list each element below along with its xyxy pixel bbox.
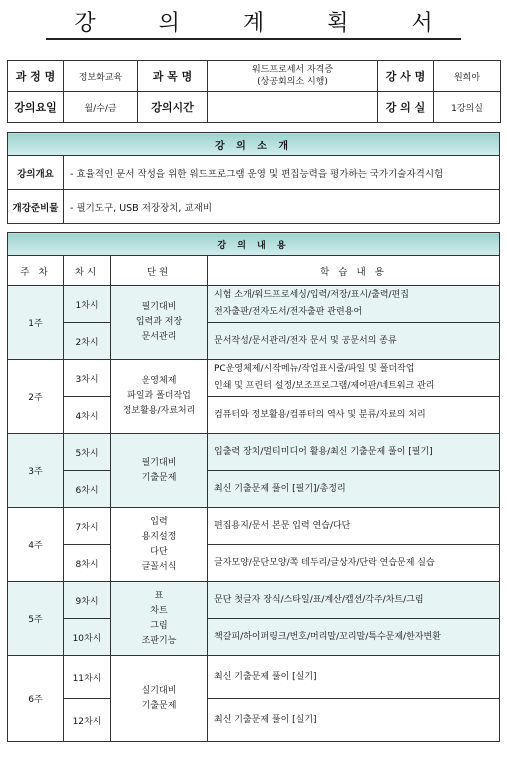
unit-line: 입력과 저장: [135, 317, 183, 327]
week-cell: 5주: [8, 582, 64, 656]
prep-text: - 필기도구, USB 저장장치, 교재비: [64, 190, 500, 224]
schedule-row: [8, 434, 500, 471]
unit-cell: [111, 360, 208, 434]
session-cell: 3차시: [64, 360, 111, 397]
week-cell: 3주: [8, 434, 64, 508]
unit-line: 문서관리: [141, 332, 177, 342]
course-info-table: [7, 60, 501, 123]
content-line: 최신 기출문제 풀이 [실기]: [214, 714, 317, 725]
session-cell: 8차시: [64, 545, 111, 582]
days-label: 강의요일: [8, 92, 64, 123]
schedule-row: [8, 545, 500, 582]
content-line: 글자모양/문단모양/쪽 테두리/글상자/단락 연습문제 실습: [214, 557, 435, 568]
unit-line: 용지설정: [141, 531, 177, 542]
session-cell: 12차시: [64, 699, 111, 742]
time-label: 강의시간: [138, 92, 208, 123]
title-text: 강 의 계 획 서: [46, 11, 460, 40]
session-cell: 11차시: [64, 656, 111, 699]
schedule-row: [8, 619, 500, 656]
content-cell: [208, 286, 500, 323]
content-cell: [208, 619, 500, 656]
content-cell: [208, 397, 500, 434]
content-line: 문단 첫글자 장식/스타일/표/계산/캡션/각주/차트/그림: [214, 594, 424, 605]
subject-value: [208, 61, 378, 92]
session-cell: 2차시: [64, 323, 111, 360]
content-cell: [208, 360, 500, 397]
course-intro-table: [7, 132, 500, 224]
unit-line: 차트: [150, 605, 168, 616]
unit-line: 표: [154, 590, 164, 601]
content-line: 인쇄 및 프린터 설정/보조프로그램/제어판/네트워크 관리: [214, 381, 435, 391]
room-label: 강 의 실: [378, 92, 434, 123]
unit-line: 조판기능: [141, 635, 177, 646]
content-cell: [208, 508, 500, 545]
content-line: 편집용지/문서 본문 입력 연습/다단: [214, 520, 351, 531]
content-line: 입출력 장치/멀티미디어 활용/최신 기출문제 풀이 [필기]: [214, 446, 433, 457]
unit-header: 단원: [111, 256, 208, 286]
unit-line: 파일과 폴더작업: [127, 391, 191, 401]
unit-cell: [111, 434, 208, 508]
week-cell: 6주: [8, 656, 64, 742]
content-line: 최신 기출문제 풀이 [필기]/총정리: [214, 483, 346, 494]
content-cell: [208, 323, 500, 360]
unit-line: 정보활용/자료처리: [122, 406, 196, 416]
content-header: 학 습 내 용: [208, 256, 500, 286]
unit-line: 입력: [150, 516, 168, 527]
unit-cell: [111, 286, 208, 360]
session-cell: 10차시: [64, 619, 111, 656]
content-cell: [208, 656, 500, 699]
unit-cell: [111, 656, 208, 742]
content-line: 문서작성/문서관리/전자 문서 및 공문서의 종류: [214, 335, 397, 346]
content-line: 책갈피/하이퍼링크/번호/머리말/꼬리말/특수문제/한자변환: [214, 631, 441, 642]
schedule-row: [8, 582, 500, 619]
session-header: 차시: [64, 256, 111, 286]
content-line: PC운영체제/시작메뉴/작업표시줄/파일 및 폴더작업: [214, 364, 415, 374]
week-cell: 4주: [8, 508, 64, 582]
unit-line: 그림: [150, 620, 168, 631]
content-cell: [208, 699, 500, 742]
intro-band: 강 의 소 개: [8, 133, 500, 156]
schedule-band: 강 의 내 용: [8, 233, 500, 256]
schedule-row: [8, 699, 500, 742]
room-value: 1강의실: [434, 92, 501, 123]
unit-line: 필기대비: [141, 302, 177, 312]
document-title: [0, 6, 507, 37]
subject-line1: 워드프로세서 자격증: [251, 65, 334, 75]
schedule-row: [8, 360, 500, 397]
content-line: 전자출판/전자도서/전자출판 관련용어: [214, 307, 363, 317]
subject-label: 과 목 명: [138, 61, 208, 92]
schedule-row: [8, 656, 500, 699]
content-cell: [208, 471, 500, 508]
unit-cell: [111, 582, 208, 656]
schedule-table: [7, 232, 500, 742]
week-header: 주 차: [8, 256, 64, 286]
instructor-value: 원희아: [434, 61, 501, 92]
schedule-row: [8, 397, 500, 434]
content-cell: [208, 434, 500, 471]
unit-line: 기출문제: [141, 700, 177, 711]
session-cell: 6차시: [64, 471, 111, 508]
overview-label: 강의개요: [8, 156, 64, 190]
session-cell: 1차시: [64, 286, 111, 323]
unit-line: 기출문제: [141, 472, 177, 483]
days-value: 월/수/금: [64, 92, 138, 123]
session-cell: 7차시: [64, 508, 111, 545]
schedule-row: [8, 286, 500, 323]
week-cell: 1주: [8, 286, 64, 360]
schedule-row: [8, 508, 500, 545]
unit-cell: [111, 508, 208, 582]
course-value: 정보화교육: [64, 61, 138, 92]
unit-line: 필기대비: [141, 457, 177, 468]
unit-line: 다단: [150, 546, 168, 557]
content-line: 최신 기출문제 풀이 [실기]: [214, 671, 317, 682]
session-cell: 4차시: [64, 397, 111, 434]
time-value: [208, 92, 378, 123]
week-cell: 2주: [8, 360, 64, 434]
unit-line: 글꼴서식: [141, 561, 177, 572]
prep-label: 개강준비물: [8, 190, 64, 224]
unit-line: 운영체제: [141, 376, 177, 386]
session-cell: 9차시: [64, 582, 111, 619]
instructor-label: 강 사 명: [378, 61, 434, 92]
content-cell: [208, 582, 500, 619]
content-line: 시험 소개/워드프로세싱/입력/저장/표시/출력/편집: [214, 290, 409, 300]
session-cell: 5차시: [64, 434, 111, 471]
unit-line: 실기대비: [141, 685, 177, 696]
schedule-row: [8, 323, 500, 360]
overview-text: - 효율적인 문서 작성을 위한 워드프로그램 운영 및 편집능력을 평가하는 국가기술자격시험: [64, 156, 500, 190]
subject-line2: (상공회의소 시행): [257, 77, 328, 87]
content-line: 컴퓨터와 정보활용/컴퓨터의 역사 및 분류/자료의 처리: [214, 409, 426, 420]
content-cell: [208, 545, 500, 582]
course-label: 과 정 명: [8, 61, 64, 92]
schedule-row: [8, 471, 500, 508]
